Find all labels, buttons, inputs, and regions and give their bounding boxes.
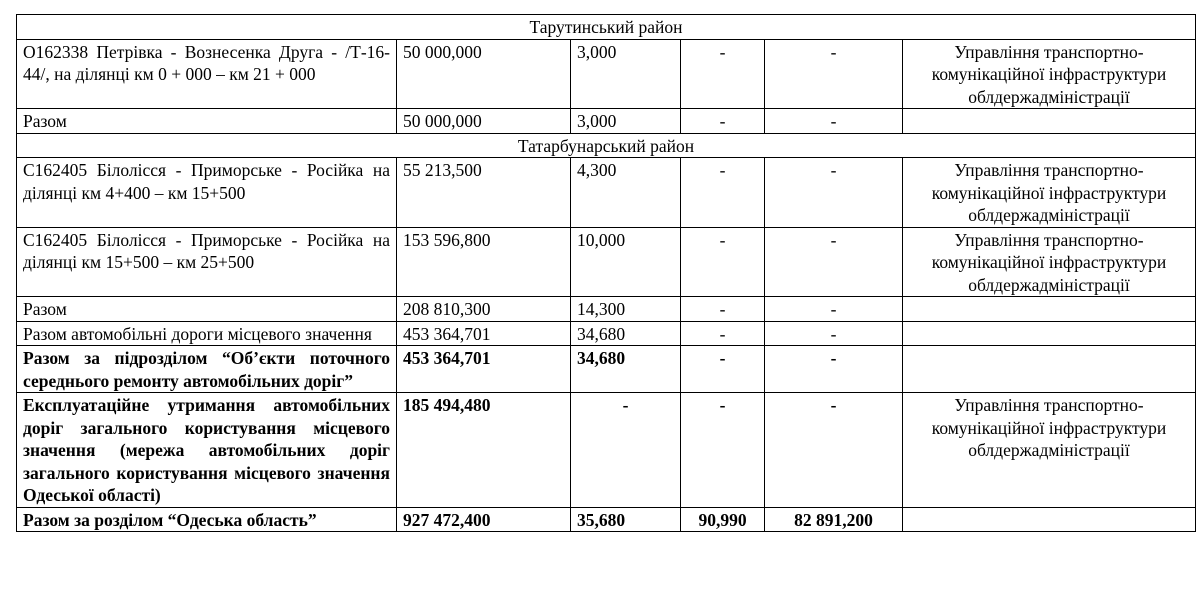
col5-value: - [765, 393, 903, 508]
responsible-org: Управління транспортно-комунікаційної інфраструктури облдержадміністрації [903, 39, 1196, 109]
col4-value: 90,990 [681, 507, 765, 532]
section-row [17, 15, 1196, 40]
col5-value: - [765, 158, 903, 228]
col5-value: - [765, 297, 903, 322]
col5-value: - [765, 227, 903, 297]
section-row [17, 133, 1196, 158]
road-name: С162405 Білолісся - Приморське - Російка на ділянці км 15+500 – км 25+500 [17, 227, 397, 297]
subtotal-label: Разом за підрозділом “Об’єкти поточного середнього ремонту автомобільних доріг” [17, 346, 397, 393]
col4-value: - [681, 346, 765, 393]
col5-value: - [765, 321, 903, 346]
responsible-org: Управління транспортно-комунікаційної інфраструктури облдержадміністрації [903, 158, 1196, 228]
amount-value: 453 364,701 [397, 346, 571, 393]
col5-value: - [765, 346, 903, 393]
responsible-org [903, 507, 1196, 532]
col4-value: - [681, 321, 765, 346]
section-title: Татарбунарський район [17, 133, 1196, 158]
length-value: 34,680 [571, 321, 681, 346]
amount-value: 50 000,000 [397, 39, 571, 109]
road-name: С162405 Білолісся - Приморське - Російка на ділянці км 4+400 – км 15+500 [17, 158, 397, 228]
length-value: 14,300 [571, 297, 681, 322]
responsible-org [903, 321, 1196, 346]
length-value: 34,680 [571, 346, 681, 393]
col4-value: - [681, 393, 765, 508]
section-title: Тарутинський район [17, 15, 1196, 40]
subtotal-label: Разом [17, 109, 397, 134]
col4-value: - [681, 227, 765, 297]
amount-value: 208 810,300 [397, 297, 571, 322]
amount-value: 153 596,800 [397, 227, 571, 297]
amount-value: 185 494,480 [397, 393, 571, 508]
amount-value: 55 213,500 [397, 158, 571, 228]
total-row [17, 507, 1196, 532]
maintenance-label: Експлуатаційне утримання автомобільних доріг загального користування місцевого значення (мережа автомобільних доріг загального користування місцевого значення Одеської області) [17, 393, 397, 508]
table-row [17, 39, 1196, 109]
col5-value: - [765, 109, 903, 134]
responsible-org: Управління транспортно-комунікаційної інфраструктури облдержадміністрації [903, 393, 1196, 508]
length-value: 3,000 [571, 39, 681, 109]
subtotal-label: Разом автомобільні дороги місцевого значення [17, 321, 397, 346]
table-row [17, 346, 1196, 393]
length-value: 35,680 [571, 507, 681, 532]
amount-value: 50 000,000 [397, 109, 571, 134]
table-row [17, 297, 1196, 322]
length-value: 3,000 [571, 109, 681, 134]
length-value: - [571, 393, 681, 508]
col5-value: 82 891,200 [765, 507, 903, 532]
responsible-org [903, 346, 1196, 393]
responsible-org [903, 109, 1196, 134]
col4-value: - [681, 39, 765, 109]
col4-value: - [681, 297, 765, 322]
road-name: О162338 Петрівка - Вознесенка Друга - /Т-16-44/, на ділянці км 0 + 000 – км 21 + 000 [17, 39, 397, 109]
amount-value: 453 364,701 [397, 321, 571, 346]
subtotal-label: Разом [17, 297, 397, 322]
col4-value: - [681, 158, 765, 228]
length-value: 10,000 [571, 227, 681, 297]
responsible-org: Управління транспортно-комунікаційної інфраструктури облдержадміністрації [903, 227, 1196, 297]
table-row [17, 321, 1196, 346]
table-row [17, 109, 1196, 134]
col5-value: - [765, 39, 903, 109]
budget-table [16, 14, 1196, 532]
col4-value: - [681, 109, 765, 134]
table-row [17, 393, 1196, 508]
table-row [17, 158, 1196, 228]
total-label: Разом за розділом “Одеська область” [17, 507, 397, 532]
table-row [17, 227, 1196, 297]
amount-value: 927 472,400 [397, 507, 571, 532]
responsible-org [903, 297, 1196, 322]
length-value: 4,300 [571, 158, 681, 228]
